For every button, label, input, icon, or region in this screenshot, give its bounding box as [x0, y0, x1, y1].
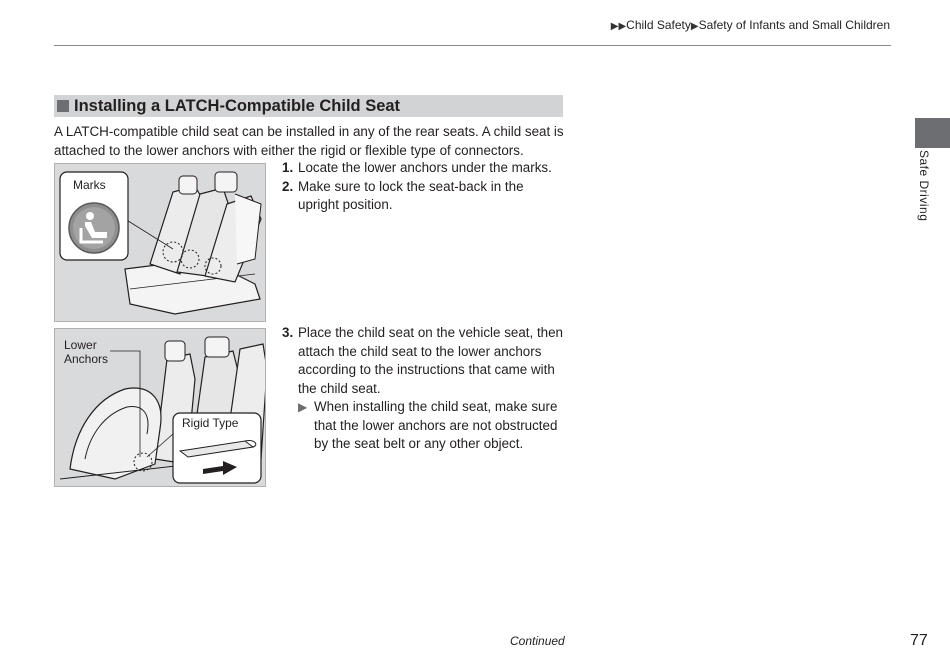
step-2 [282, 178, 567, 215]
steps-group-2 [282, 324, 567, 454]
step-number: 1. [282, 160, 294, 175]
figure-lower-anchors [54, 328, 266, 487]
step-text: Make sure to lock the seat-back in the upright position. [298, 178, 524, 212]
lower-anchors-label-line2: Anchors [64, 352, 109, 366]
steps-group-1 [282, 159, 567, 215]
marks-callout-label: Marks [73, 178, 106, 192]
breadcrumb [611, 18, 890, 32]
rigid-type-label: Rigid Type [182, 416, 239, 430]
page-number: 77 [910, 632, 928, 649]
section-square-icon [57, 100, 69, 112]
section-heading [54, 95, 563, 117]
section-title: Installing a LATCH-Compatible Child Seat [74, 96, 401, 115]
latch-mark-icon [69, 203, 119, 253]
header-divider [54, 45, 891, 46]
step-number: 3. [282, 325, 294, 340]
figure-latch-marks [54, 163, 266, 322]
step-number: 2. [282, 178, 294, 194]
step-text: Place the child seat on the vehicle seat, then attach the child seat to the lower anchors according to the instructions that came with the child seat. [298, 325, 564, 396]
step-text: Locate the lower anchors under the marks. [298, 160, 552, 175]
child-seat-illustration [55, 329, 266, 487]
breadcrumb-arrow-icon: ▶▶ [610, 21, 627, 32]
breadcrumb-item-safety-infants[interactable]: Safety of Infants and Small Children [698, 18, 890, 32]
continued-label: Continued [510, 634, 565, 648]
note-arrow-icon: ▶ [298, 400, 308, 414]
breadcrumb-separator-icon: ▶ [690, 21, 699, 32]
lower-anchors-label-line1: Lower [64, 338, 97, 352]
intro-paragraph: A LATCH-compatible child seat can be installed in any of the rear seats. A child seat is attached to the lower anchors with either the rigid or flexible type of connectors. [54, 124, 564, 158]
chapter-tab[interactable] [915, 118, 950, 148]
step-3 [282, 324, 567, 398]
step-1 [282, 159, 567, 178]
note [298, 398, 567, 454]
note-text: When installing the child seat, make sure that the lower anchors are not obstructed by the seat belt or any other object. [314, 399, 558, 451]
seat-illustration [55, 164, 266, 322]
chapter-tab-label: Safe Driving [917, 150, 931, 222]
breadcrumb-item-child-safety[interactable]: Child Safety [626, 18, 691, 32]
